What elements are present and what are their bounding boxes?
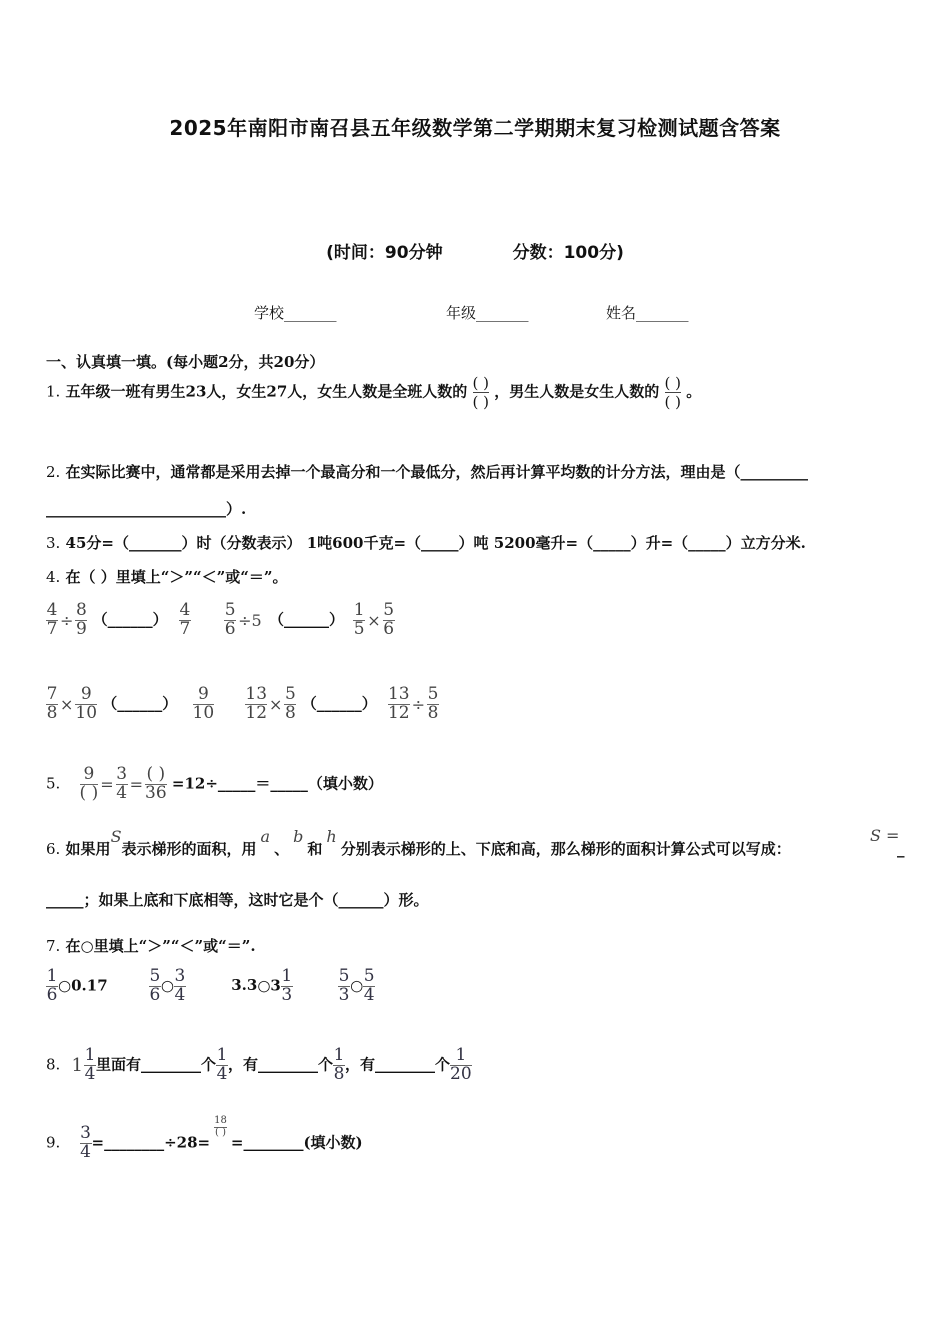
question-3 [46,532,806,553]
fraction: $\frac{1}{4}$ [216,1045,228,1084]
fraction-answer-box[interactable] [473,374,489,411]
question-number: 7. [46,937,61,955]
question-number: 3. [46,534,61,552]
fraction: $\frac{4}{7}$ [46,600,58,639]
question-text: 在（ ）里填上“＞”“＜”或“＝”。 [65,568,288,586]
exam-score: 分数：100分) [512,243,624,263]
question-text[interactable]: ，有________个 [345,1055,451,1074]
fraction-answer-box[interactable] [665,374,681,411]
question-number: 8. [46,1055,61,1074]
question-9 [46,1115,363,1162]
fraction: $\frac{9}{10}$ [192,684,215,723]
fraction: $\frac{13}{12}$ [245,684,268,723]
question-number: 1. [46,382,61,401]
question-number: 9. [46,1133,61,1152]
fraction: $\frac{7}{8}$ [46,684,58,723]
fraction: $\frac{1}{6}$ [46,966,58,1005]
compare-blank[interactable]: （______） [268,610,344,629]
fraction: $\frac{1}{20}$ [450,1045,472,1084]
question-text[interactable]: ，有________个 [228,1055,334,1074]
equals-sign: = [129,774,144,794]
question-number: 6. [46,840,61,858]
question-5 [46,766,383,803]
question-text[interactable]: =________÷28= [91,1133,211,1152]
fraction: $\frac{5}{3}$ [338,966,350,1005]
fraction: $\frac{5}{8}$ [427,684,439,723]
fraction: $\frac{9}{10}$ [75,684,98,723]
question-text: 45分=（_______）时（分数表示） 1吨600千克=（_____）吨 5200毫升=（_____）升=（_____）立方分米. [65,534,806,552]
fraction: $\frac{5}{4}$ [363,966,375,1005]
question-text: 表示梯形的面积，用 [121,840,257,858]
exam-time: (时间：90分钟 [326,243,443,263]
question-2-continued[interactable]: ________________________）. [46,500,247,518]
fraction: $\frac{18}{( )}$ [214,1115,227,1138]
compare-circle[interactable]: ○ [58,976,72,995]
fraction: $\frac{9}{( )}$ [79,764,99,803]
fraction: $\frac{4}{7}$ [179,600,191,639]
fraction: $\frac{3}{4}$ [116,764,128,803]
question-text: 分别表示梯形的上、下底和高，那么梯形的面积计算公式可以写成： [340,840,791,858]
section-heading: 一、认真填一填。(每小题2分，共20分） [46,353,325,371]
question-text: 和 [307,840,323,858]
operator: × [367,610,381,630]
question-number: 4. [46,568,61,586]
decimal-value: 3.3 [231,976,258,995]
variable-h: h [326,827,337,846]
question-text: =12÷_____＝_____（填小数） [171,774,383,793]
question-6-continued[interactable]: _____；如果上底和下底相等，这时它是个（______）形。 [46,891,429,909]
operator: × [269,694,283,714]
grade-field[interactable]: 年级_______ [446,304,529,322]
question-6 [46,827,791,859]
fraction: $\frac{5}{8}$ [285,684,296,723]
q7-items [46,968,375,1005]
fraction: $\frac{5}{6}$ [149,966,161,1005]
compare-circle[interactable]: ○ [160,976,174,995]
variable-b: b [293,827,304,846]
q4-row-1 [46,602,395,639]
fraction: $\frac{1}{5}$ [353,600,365,639]
question-text[interactable]: 里面有________个 [96,1055,217,1074]
question-text: ，男生人数是女生人数的 [494,382,660,401]
formula-blank[interactable]: _ [897,840,905,858]
operator: × [60,694,74,714]
numerator-blank: ( ) [472,374,490,392]
question-number: 2. [46,463,61,481]
numerator-blank: ( ) [664,374,681,392]
denominator-blank: ( ) [472,393,490,411]
question-text: 如果用 [65,840,111,858]
q4-row-2 [46,686,439,723]
mixed-number: 1 $\frac{1}{4}$ [71,1045,96,1084]
question-number: 5. [46,774,61,793]
question-1 [46,374,701,411]
question-text: 。 [686,382,702,401]
operator: ÷ [411,694,425,714]
fraction: $\frac{5}{6}$ [224,600,236,639]
compare-blank[interactable]: （______） [92,610,168,629]
question-7 [46,935,256,956]
separator: 、 [274,840,290,858]
variable-a: a [260,827,271,846]
question-text: 在实际比赛中，通常都是采用去掉一个最高分和一个最低分，然后再计算平均数的计分方法，理由是（_________ [65,463,809,481]
fraction: $\frac{3}{4}$ [80,1123,91,1162]
fraction: $\frac{13}{12}$ [387,684,410,723]
fraction: $\frac{8}{9}$ [75,600,87,639]
compare-circle[interactable]: ○ [350,976,364,995]
operator: ÷ [60,610,74,630]
fraction: $\frac{1}{3}$ [281,966,293,1005]
fraction: $\frac{3}{4}$ [174,966,186,1005]
question-4 [46,566,288,587]
name-field[interactable]: 姓名_______ [606,304,689,322]
exam-info [0,238,950,263]
question-text[interactable]: =________(填小数) [230,1133,363,1152]
question-text: 五年级一班有男生23人，女生27人，女生人数是全班人数的 [65,382,468,401]
compare-blank[interactable]: （______） [102,694,178,713]
fraction: $\frac{5}{6}$ [383,600,395,639]
question-8 [46,1047,472,1084]
page-title: 2025年南阳市南召县五年级数学第二学期期末复习检测试题含答案 [169,116,781,140]
fraction: $\frac{1}{8}$ [333,1045,345,1084]
question-2 [46,461,808,482]
operator: ÷5 [238,610,262,630]
compare-blank[interactable]: （______） [301,694,377,713]
equals-sign: = [100,774,114,794]
question-text: 在○里填上“＞”“＜”或“＝”. [65,937,256,955]
variable-s: S [110,827,122,846]
fraction: $\frac{( )}{36}$ [145,764,167,803]
denominator-blank: ( ) [664,393,681,411]
whole-number: 3 [270,976,281,995]
decimal-value: 0.17 [71,976,108,995]
area-formula: S = [870,826,900,845]
school-field[interactable]: 学校_______ [254,304,337,322]
compare-circle[interactable]: ○ [257,976,271,995]
